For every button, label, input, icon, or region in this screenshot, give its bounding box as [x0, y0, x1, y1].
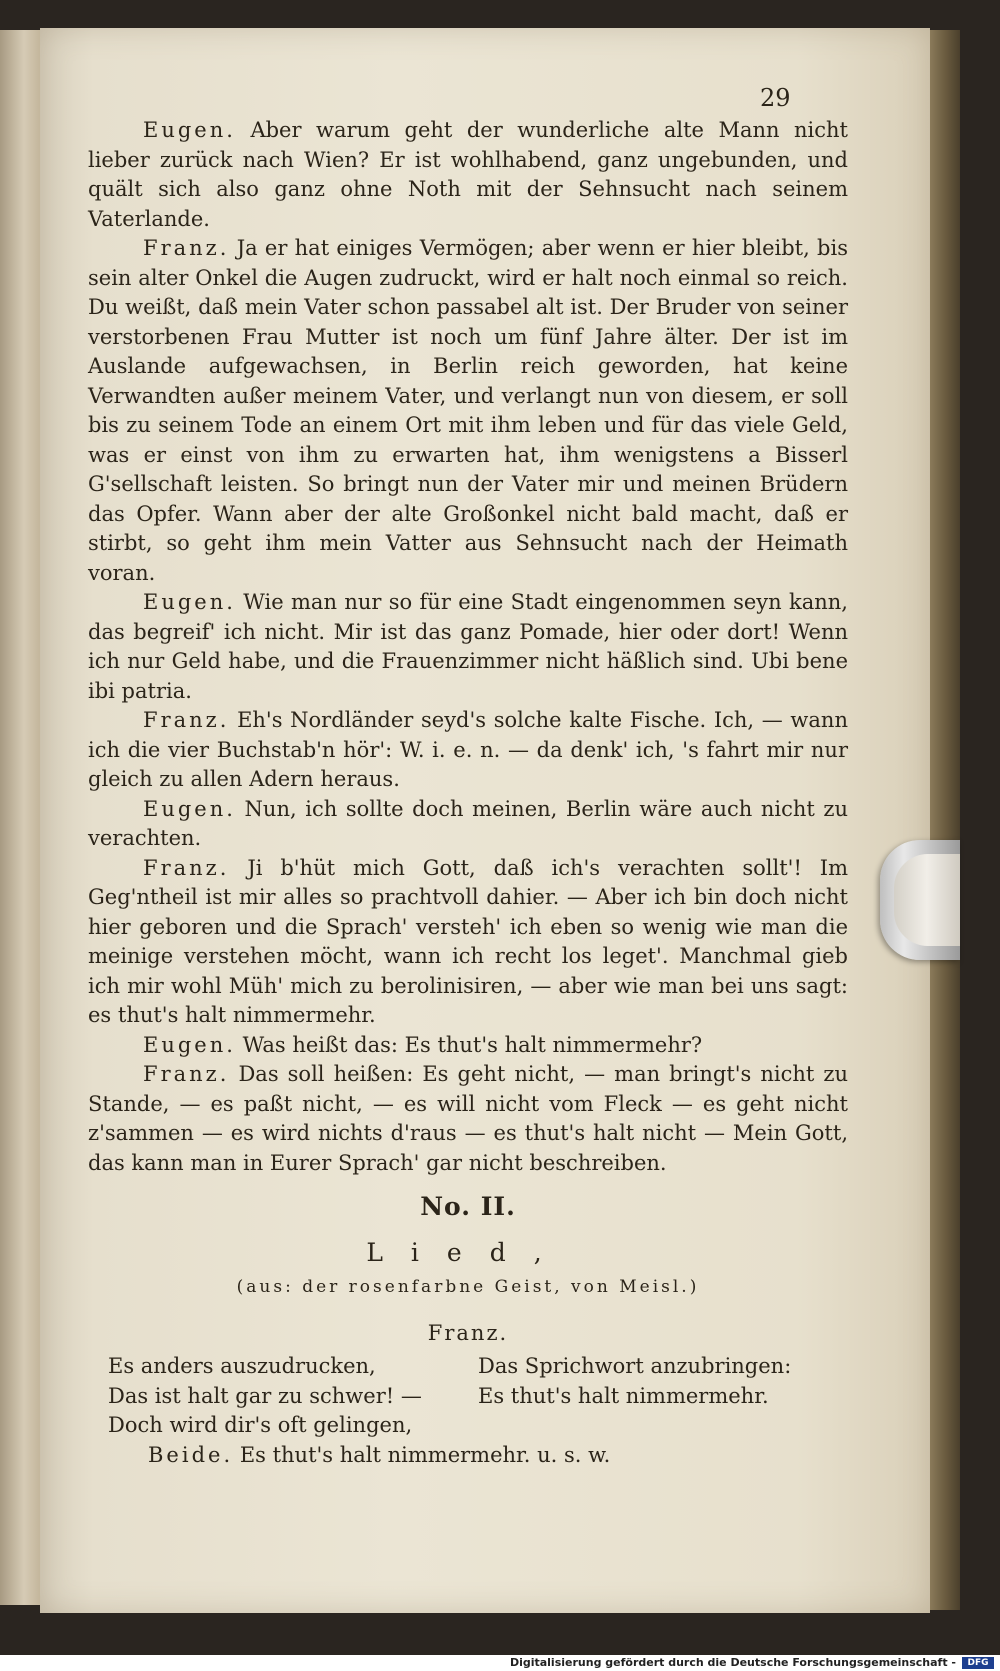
dialogue-paragraph: [88, 234, 848, 588]
dialogue-text: Nun, ich sollte doch meinen, Berlin wäre auch nicht zu verachten.: [88, 796, 849, 850]
song-source: (aus: der rosenfarbne Geist, von Meisl.): [236, 1277, 700, 1297]
page-clip-inner: [894, 854, 960, 946]
speaker-name: Eugen.: [143, 118, 236, 142]
verse-line: [478, 1411, 868, 1441]
speaker-name: Franz.: [143, 1062, 230, 1086]
left-page-edge: [0, 30, 40, 1605]
dialogue-text: Eh's Nordländer seyd's solche kalte Fische. Ich, — wann ich die vier Buchstab'n hör': W. i. e. n. — da denk' ich, 's fahrt mir nur gleich zu allen Adern heraus.: [88, 708, 848, 791]
dialogue-paragraph: [88, 706, 848, 795]
verse-line: Das Sprichwort anzubringen:: [478, 1354, 792, 1378]
verse-line: Doch wird dir's oft gelingen,: [108, 1413, 413, 1437]
dialogue-text: Wie man nur so für eine Stadt eingenommen seyn kann, das begreif' ich nicht. Mir ist das ganz Pomade, hier oder dort! Wenn ich nur Geld habe, und die Frauenzimmer nicht häßlich sind. Ubi bene ibi patria.: [88, 590, 848, 703]
footer-bar: [0, 1655, 1000, 1671]
speaker-name: Franz.: [143, 236, 230, 260]
closing-speaker: Beide.: [148, 1442, 234, 1467]
page-stack-edge: [930, 30, 960, 1610]
dfg-logo: DFG: [962, 1657, 994, 1669]
dialogue-paragraph: [88, 854, 848, 1031]
dialogue-text: Ja er hat einiges Vermögen; aber wenn er hier bleibt, bis sein alter Onkel die Augen zudruckt, wird er halt noch einmal so reich. Du weißt, daß mein Vater schon passabel alt ist. Der Bruder von seiner verstorbenen Frau Mutter ist noch um fünf Jahre älter. Der ist im Auslande aufgewachsen, in Berlin reich geworden, hat keine Verwandten außer meinem Vater, und verlangt nun von diesem, er soll bis zu seinem Tode an einem Ort mit ihm leben und für das viele Geld, was er einst von ihm zu erwarten hat, ihm wenigstens a Bisserl G'sellschaft leisten. So bringt nun der Vater mir und meinen Brüdern das Opfer. Wann aber der alte Großonkel nicht bald macht, daß er stirbt, so geht ihm mein Vatter aus Sehnsucht nach der Heimath voran.: [88, 236, 848, 585]
song-title: Lied,: [366, 1237, 570, 1267]
dialogue-paragraph: [88, 1031, 848, 1061]
closing-text: Es thut's halt nimmermehr. u. s. w.: [239, 1442, 611, 1467]
speaker-name: Franz.: [143, 708, 230, 732]
verse-line: Es thut's halt nimmermehr.: [478, 1383, 769, 1408]
verse-closing: [88, 1441, 848, 1471]
speaker-name: Eugen.: [143, 590, 236, 614]
page-text: [88, 82, 848, 1470]
funding-credit: Digitalisierung gefördert durch die Deutsche Forschungsgemeinschaft -: [509, 1656, 956, 1669]
dialogue-text: Aber warum geht der wunderliche alte Mann nicht lieber zurück nach Wien? Er ist wohlhabend, ganz ungebunden, und quält sich also ganz ohne Noth mit der Sehnsucht nach seinem Vaterlande.: [88, 118, 848, 231]
dialogue-paragraph: [88, 116, 848, 234]
dialogue-text: Ji b'hüt mich Gott, daß ich's verachten sollt'! Im Geg'ntheil ist mir alles so prachtvoll dahier. — Aber ich bin doch nicht hier geboren und die Sprach' versteh' ich eben so wenig wie man die meinige verstehen möcht, wann ich recht los leget'. Manchmal gieb ich mir wohl Müh' mich zu berolinisiren, — aber wie man bei uns sagt: es thut's halt nimmermehr.: [88, 855, 848, 1027]
speaker-name: Eugen.: [143, 796, 236, 821]
page-clip: [880, 840, 960, 960]
song-verse: [88, 1352, 848, 1441]
verse-line: Das ist halt gar zu schwer! —: [108, 1383, 422, 1408]
page-number: 29: [760, 84, 791, 112]
section-number: No. II.: [420, 1192, 516, 1221]
dialogue-text: Was heißt das: Es thut's halt nimmermehr?: [242, 1032, 703, 1057]
song-speaker: Franz.: [427, 1320, 509, 1345]
speaker-name: Franz.: [143, 855, 230, 880]
dialogue-block: [88, 116, 848, 1178]
verse-line: Es anders auszudrucken,: [108, 1354, 376, 1378]
dialogue-paragraph: [88, 1060, 848, 1178]
speaker-name: Eugen.: [143, 1032, 236, 1057]
dialogue-paragraph: [88, 795, 848, 854]
dialogue-text: Das soll heißen: Es geht nicht, — man bringt's nicht zu Stande, — es paßt nicht, — es will nicht vom Fleck — es geht nicht z'sammen — es wird nichts d'raus — es thut's halt nicht — Mein Gott, das kann man in Eurer Sprach' gar nicht beschreiben.: [88, 1062, 848, 1175]
dialogue-paragraph: [88, 588, 848, 706]
